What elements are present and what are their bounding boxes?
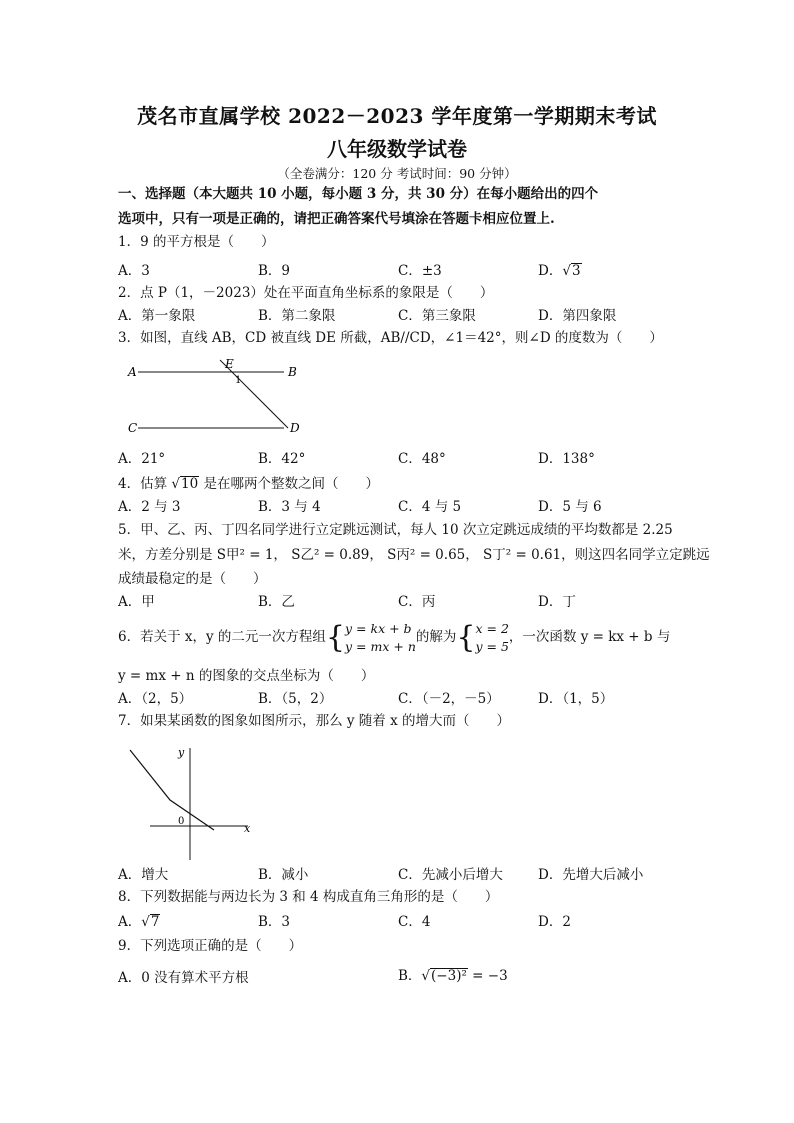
- label-e: E: [225, 357, 234, 371]
- q3-option-c: C．48°: [398, 451, 446, 467]
- q8-option-c: C．4: [398, 914, 431, 930]
- q8-option-b: B．3: [258, 914, 291, 930]
- q6-brace-right: {: [456, 619, 476, 655]
- origin-label: 0: [178, 816, 185, 827]
- label-angle-1: 1: [235, 375, 242, 386]
- q7-option-a: A．增大: [118, 867, 169, 883]
- y-axis-label: y: [178, 746, 185, 759]
- q1-option-d: D．√3: [538, 263, 581, 279]
- label-b: B: [288, 365, 297, 379]
- q6-stem-mid: 的解为: [415, 629, 457, 645]
- q9-option-b-radicand: (−3)²: [431, 968, 467, 984]
- q8-option-a: A．√7: [118, 914, 160, 930]
- q1-option-a: A．3: [118, 263, 150, 279]
- q1-stem: 1．9 的平方根是（ ）: [118, 234, 275, 250]
- q3-option-a: A．21°: [118, 451, 166, 467]
- q7-option-b: B．减小: [258, 867, 309, 883]
- q5-option-a: A．甲: [118, 594, 155, 610]
- q5-option-b: B．乙: [258, 594, 295, 610]
- label-a: A: [128, 365, 137, 379]
- q5-option-c: C．丙: [398, 594, 436, 610]
- exam-title: 茂名市直属学校 2022－2023 学年度第一学期期末考试: [137, 104, 657, 128]
- x-axis-label: x: [244, 822, 251, 835]
- q4-stem: 4．估算 √10 是在哪两个整数之间（ ）: [118, 476, 379, 492]
- q4-radicand: 10: [181, 476, 199, 492]
- q2-option-d: D．第四象限: [538, 308, 617, 324]
- q4-option-a: A．2 与 3: [118, 499, 181, 515]
- q2-option-b: B．第二象限: [258, 308, 336, 324]
- label-d: D: [290, 421, 300, 435]
- q7-stem: 7．如果某函数的图象如图所示，那么 y 随着 x 的增大而（ ）: [118, 713, 510, 729]
- exam-subtitle: 八年级数学试卷: [327, 137, 467, 161]
- q8-option-d: D．2: [538, 914, 571, 930]
- q7-figure: [120, 738, 270, 863]
- q1-option-c: C．±3: [398, 263, 442, 279]
- q5-line2: 米，方差分别是 S甲² = 1， S乙² = 0.89， S丙² = 0.65， S丁² = 0.61，则这四名同学立定跳远: [118, 547, 710, 563]
- q6-solution: [475, 620, 508, 656]
- q6-eq2: y = mx + n: [345, 638, 416, 654]
- q9-option-b-suffix: = −3: [467, 968, 508, 984]
- q9-option-b: B．√(−3)² = −3: [398, 968, 508, 984]
- q3-option-b: B．42°: [258, 451, 306, 467]
- q3-stem: 3．如图，直线 AB，CD 被直线 DE 所截，AB//CD，∠1＝42°，则∠D 的度数为（ ）: [118, 330, 663, 346]
- q6-stem: [118, 617, 670, 657]
- q2-option-c: C．第三象限: [398, 308, 476, 324]
- q6-stem-prefix: 6．若关于 x，y 的二元一次方程组: [118, 629, 326, 645]
- q7-option-c: C．先减小后增大: [398, 867, 503, 883]
- q6-equation-system: [345, 620, 416, 656]
- q2-option-a: A．第一象限: [118, 308, 196, 324]
- q9-option-a: A．0 没有算术平方根: [118, 970, 249, 986]
- q9-stem: 9．下列选项正确的是（ ）: [118, 938, 303, 954]
- exam-info: （全卷满分：120 分 考试时间：90 分钟）: [277, 166, 517, 181]
- q6-stem-suffix: ，一次函数 y = kx + b 与: [508, 629, 671, 645]
- q1-option-d-radicand: 3: [571, 263, 581, 279]
- q7-option-d: D．先增大后减小: [538, 867, 644, 883]
- q9-option-b-label: B．: [398, 968, 422, 984]
- section-heading-line2: 选项中，只有一项是正确的，请把正确答案代号填涂在答题卡相应位置上.: [118, 211, 555, 227]
- q8-option-a-radicand: 7: [150, 914, 160, 930]
- q6-sol2: y = 5: [475, 638, 509, 654]
- q8-stem: 8．下列数据能与两边长为 3 和 4 构成直角三角形的是（ ）: [118, 889, 499, 905]
- q6-option-a: A．（2，5）: [118, 691, 193, 707]
- q4-option-c: C．4 与 5: [398, 499, 462, 515]
- section-heading-line1: 一、选择题（本大题共 10 小题，每小题 3 分，共 30 分）在每小题给出的四个: [118, 186, 599, 202]
- q6-line2: y = mx + n 的图象的交点坐标为（ ）: [118, 668, 375, 684]
- q6-sol1: x = 2: [475, 620, 509, 636]
- q5-line3: 成绩最稳定的是（ ）: [118, 571, 267, 587]
- q8-option-a-label: A．: [118, 914, 142, 930]
- q2-stem: 2．点 P（1，－2023）处在平面直角坐标系的象限是（ ）: [118, 285, 494, 301]
- q4-option-b: B．3 与 4: [258, 499, 321, 515]
- q1-option-d-label: D．: [538, 263, 563, 279]
- q5-line1: 5．甲、乙、丙、丁四名同学进行立定跳远测试，每人 10 次立定跳远成绩的平均数都是 2.25: [118, 522, 673, 538]
- q3-figure: [118, 352, 318, 442]
- q1-option-b: B．9: [258, 263, 291, 279]
- q6-option-c: C．（－2，－5）: [398, 691, 500, 707]
- q6-option-b: B．（5，2）: [258, 691, 333, 707]
- q4-option-d: D．5 与 6: [538, 499, 602, 515]
- label-c: C: [128, 421, 138, 435]
- function-graph: [130, 750, 214, 830]
- q6-brace-left: {: [325, 619, 346, 655]
- q4-stem-prefix: 4．估算: [118, 476, 172, 492]
- q3-option-d: D．138°: [538, 451, 595, 467]
- q6-option-d: D．（1，5）: [538, 691, 614, 707]
- q4-stem-suffix: 是在哪两个整数之间（ ）: [199, 476, 379, 492]
- q6-eq1: y = kx + b: [345, 620, 412, 636]
- q5-option-d: D．丁: [538, 594, 576, 610]
